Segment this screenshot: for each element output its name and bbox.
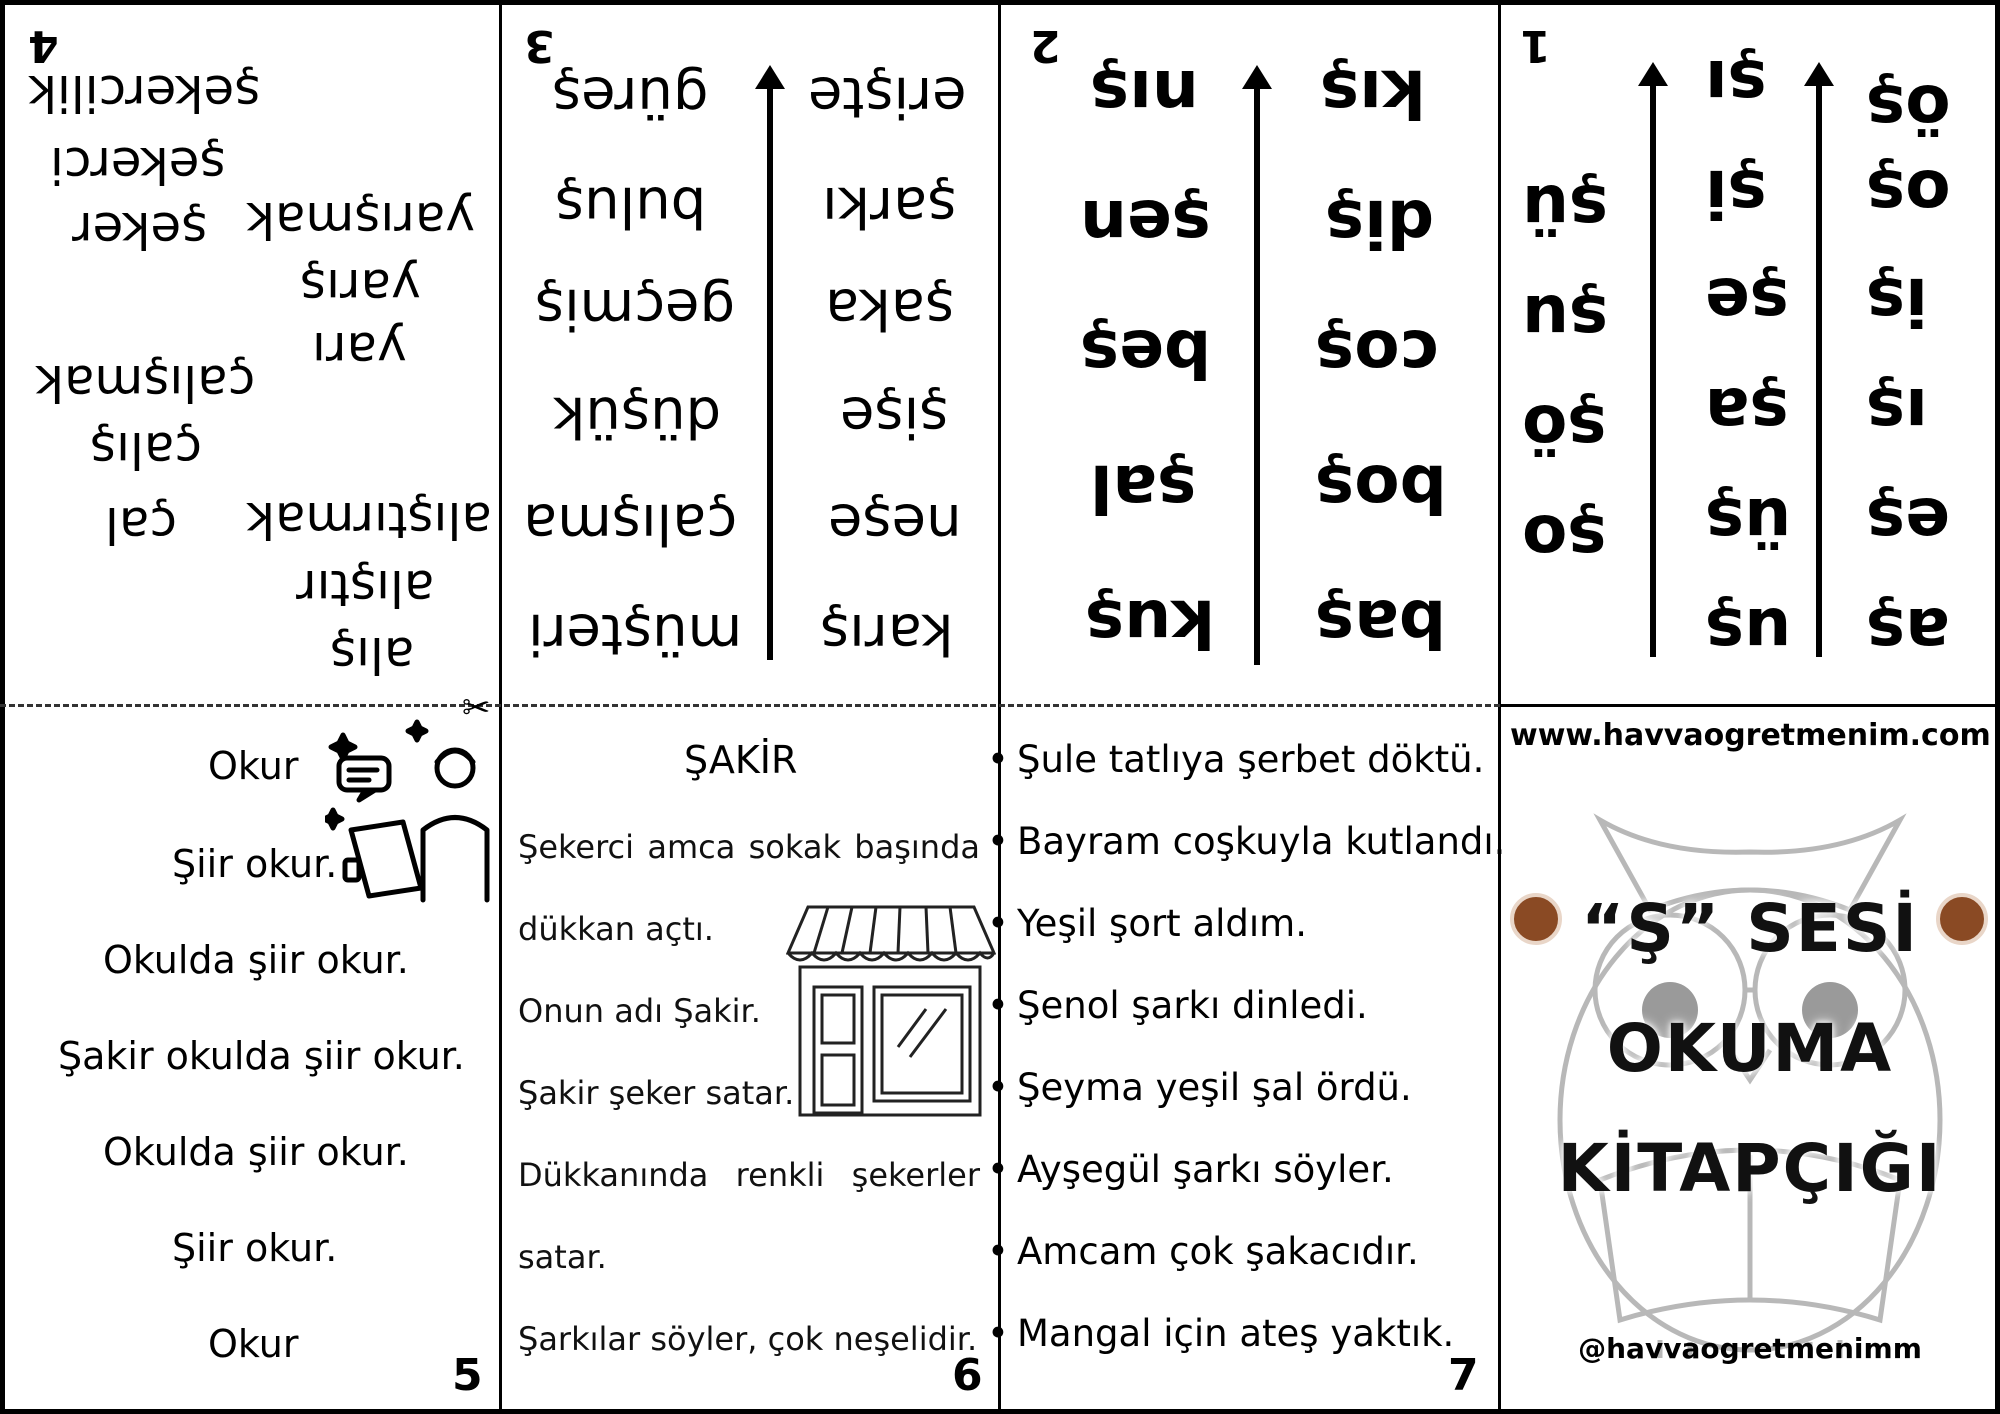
word: alıştır bbox=[296, 559, 435, 617]
reading-line: Şakir okulda şiir okur. bbox=[58, 1034, 465, 1078]
panel-number: 7 bbox=[1448, 1350, 1479, 1401]
word: coş bbox=[1315, 315, 1439, 392]
syllable: uş bbox=[1705, 593, 1792, 670]
word: şişe bbox=[840, 384, 949, 449]
list-item: • Şeyma yeşil şal ördü. bbox=[1017, 1066, 1412, 1109]
website-url: www.havvaogretmenim.com bbox=[1510, 718, 1991, 753]
story-word: sokak bbox=[748, 828, 841, 866]
word: yarışmak bbox=[246, 191, 476, 249]
word: müşteri bbox=[528, 601, 743, 666]
list-item: • Yeşil şort aldım. bbox=[1017, 902, 1307, 945]
list-item: • Mangal için ateş yaktık. bbox=[1017, 1312, 1454, 1355]
word: boş bbox=[1315, 450, 1447, 527]
syllable: aş bbox=[1866, 593, 1950, 670]
word: şen bbox=[1080, 185, 1212, 262]
story-word: Şekerci bbox=[518, 828, 635, 866]
word: nış bbox=[1090, 55, 1199, 132]
list-item: • Bayram coşkuyla kutlandı. bbox=[1017, 820, 1505, 863]
reader-icon bbox=[325, 710, 495, 910]
word: şekerci bbox=[50, 136, 226, 194]
social-handle: @havvaogretmenimm bbox=[1578, 1332, 1922, 1365]
list-item: • Amcam çok şakacıdır. bbox=[1017, 1230, 1419, 1273]
story-line: dükkan açtı. bbox=[518, 910, 714, 948]
list-item: • Ayşegül şarkı söyler. bbox=[1017, 1148, 1394, 1191]
panel-number: 5 bbox=[452, 1350, 483, 1401]
story-word: başında bbox=[854, 828, 980, 866]
syllable: eş bbox=[1866, 483, 1951, 560]
reading-line: Okulda şiir okur. bbox=[103, 938, 409, 982]
story-line: Şarkılar söyler, çok neşelidir. bbox=[518, 1320, 978, 1358]
word: neşe bbox=[828, 491, 962, 556]
panel-number: 3 bbox=[524, 20, 555, 71]
word: şal bbox=[1090, 450, 1197, 527]
syllable: üş bbox=[1705, 483, 1792, 560]
word: beş bbox=[1080, 315, 1212, 392]
arrow-up-icon bbox=[1816, 82, 1822, 657]
story-line bbox=[518, 828, 980, 866]
word: şaka bbox=[825, 276, 955, 341]
reading-line: Şiir okur. bbox=[172, 1226, 338, 1270]
syllable: şo bbox=[1522, 500, 1607, 577]
word: baş bbox=[1315, 585, 1447, 662]
syllable: şe bbox=[1705, 263, 1790, 340]
word: geçmiş bbox=[535, 276, 736, 341]
syllable: şi bbox=[1705, 155, 1767, 232]
cover-title-line: OKUMA bbox=[1606, 1010, 1894, 1087]
word: erişte bbox=[808, 64, 967, 129]
shop-icon bbox=[786, 905, 996, 1117]
word: yarı bbox=[312, 321, 407, 379]
word: alış bbox=[330, 626, 415, 684]
syllable: şı bbox=[1705, 45, 1767, 122]
arrow-up-icon bbox=[1254, 85, 1260, 665]
word: şarkı bbox=[822, 174, 957, 239]
syllable: öş bbox=[1866, 70, 1951, 147]
story-line bbox=[518, 1156, 980, 1194]
reading-line: Okulda şiir okur. bbox=[103, 1130, 409, 1174]
word: kuş bbox=[1085, 585, 1216, 662]
word: çalış bbox=[90, 421, 202, 479]
story-word: amca bbox=[647, 828, 736, 866]
panel-number: 4 bbox=[28, 20, 59, 71]
word: kış bbox=[1320, 55, 1426, 132]
story-line: Şakir şeker satar. bbox=[518, 1074, 795, 1112]
cut-line bbox=[0, 704, 1500, 707]
syllable: iş bbox=[1866, 263, 1928, 340]
word: güreş bbox=[552, 64, 709, 129]
panel-number: 6 bbox=[952, 1350, 983, 1401]
scissors-icon: ✂ bbox=[462, 688, 491, 728]
word: düşük bbox=[553, 384, 722, 449]
story-line: Onun adı Şakir. bbox=[518, 992, 761, 1030]
panel-number: 1 bbox=[1520, 20, 1551, 71]
word: şeker bbox=[72, 201, 208, 259]
list-item: • Şule tatlıya şerbet döktü. bbox=[1017, 738, 1484, 781]
syllable: şü bbox=[1522, 170, 1609, 247]
reading-line: Şiir okur. bbox=[172, 842, 338, 886]
syllable: ış bbox=[1866, 373, 1928, 450]
syllable: şu bbox=[1522, 280, 1609, 357]
word: çalışma bbox=[523, 491, 738, 556]
divider bbox=[1500, 704, 2000, 707]
word: yarış bbox=[300, 258, 421, 316]
divider bbox=[499, 0, 502, 1414]
word: alıştırmak bbox=[246, 491, 492, 549]
divider bbox=[998, 0, 1001, 1414]
reading-line: Okur bbox=[208, 744, 299, 788]
word: şekercilik bbox=[28, 64, 261, 122]
story-word: şekerler bbox=[851, 1156, 980, 1194]
syllable: şö bbox=[1522, 390, 1607, 467]
list-item: • Şenol şarkı dinledi. bbox=[1017, 984, 1368, 1027]
word: çal bbox=[105, 496, 178, 554]
cover-title-line: “Ş” SESİ bbox=[1581, 890, 1919, 967]
word: çalışmak bbox=[35, 354, 256, 412]
story-title: ŞAKİR bbox=[684, 738, 798, 782]
story-word: Dükkanında bbox=[518, 1156, 709, 1194]
story-line: satar. bbox=[518, 1238, 607, 1276]
syllable: oş bbox=[1866, 155, 1951, 232]
reading-line: Okur bbox=[208, 1322, 299, 1366]
arrow-up-icon bbox=[1650, 82, 1656, 657]
word: karış bbox=[820, 601, 954, 666]
panel-number: 2 bbox=[1030, 20, 1061, 71]
word: diş bbox=[1325, 185, 1435, 262]
cover-title-line: KİTAPÇIĞI bbox=[1557, 1130, 1943, 1207]
word: buluş bbox=[555, 174, 707, 239]
story-word: renkli bbox=[735, 1156, 825, 1194]
arrow-up-icon bbox=[767, 85, 773, 660]
syllable: şa bbox=[1705, 373, 1789, 450]
